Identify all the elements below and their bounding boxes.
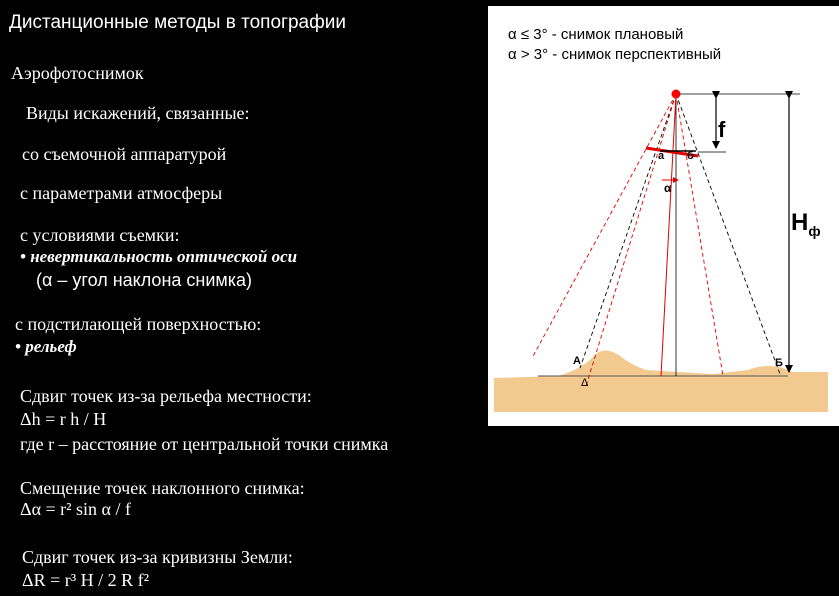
distortion-equipment: со съемочной аппаратурой xyxy=(22,144,227,164)
alpha-label: α xyxy=(664,181,672,195)
slide-title: Дистанционные методы в топографии xyxy=(9,12,346,33)
perspective-photo-note: α > 3° - снимок перспективный xyxy=(508,46,722,63)
point-a-label: а xyxy=(658,150,665,162)
flight-height-subscript: ф xyxy=(808,222,821,239)
ground-point-B-label: Б xyxy=(775,357,783,369)
curvature-shift-heading: Сдвиг точек из-за кривизны Земли: xyxy=(22,547,293,567)
planar-photo-note: α ≤ 3° - снимок плановый xyxy=(508,26,684,43)
projection-centre-point xyxy=(672,90,681,99)
ground-point-A-label: А xyxy=(573,355,581,367)
distortion-surface: с подстилающей поверхностью: xyxy=(15,314,262,334)
bullet-optical-axis-tilt: • невертикальность оптической оси xyxy=(20,247,298,266)
relief-shift-note: где r – расстояние от центральной точки снимка xyxy=(20,434,389,454)
distortion-atmosphere: с параметрами атмосферы xyxy=(20,183,223,203)
tilted-ray-left-outer xyxy=(532,94,676,358)
tilt-angle-note: (α – угол наклона снимка) xyxy=(36,270,253,290)
diagram-drawing xyxy=(488,6,839,426)
curvature-shift-formula: ΔR = r³ H / 2 R f² xyxy=(22,570,150,590)
relief-shift-heading: Сдвиг точек из-за рельефа местности: xyxy=(20,386,312,406)
focal-length-label: f xyxy=(718,117,726,142)
slide-subtitle: Аэрофотоснимок xyxy=(11,63,144,83)
aerial-photo-diagram xyxy=(488,6,839,426)
bullet-relief: • рельеф xyxy=(15,337,77,356)
ray-to-B xyxy=(676,94,780,374)
distortion-conditions: с условиями съемки: xyxy=(20,225,180,245)
distortions-heading: Виды искажений, связанные: xyxy=(26,103,250,123)
delta-label: Δ xyxy=(581,377,589,389)
flight-height-symbol: H xyxy=(791,209,809,236)
point-b-label: б xyxy=(687,150,694,162)
flight-height-label xyxy=(791,211,821,238)
tilt-shift-formula: Δα = r² sin α / f xyxy=(20,499,131,519)
relief-shift-formula: Δh = r h / H xyxy=(20,409,107,429)
ray-to-A xyxy=(580,94,676,368)
tilt-shift-heading: Смещение точек наклонного снимка: xyxy=(20,478,305,498)
